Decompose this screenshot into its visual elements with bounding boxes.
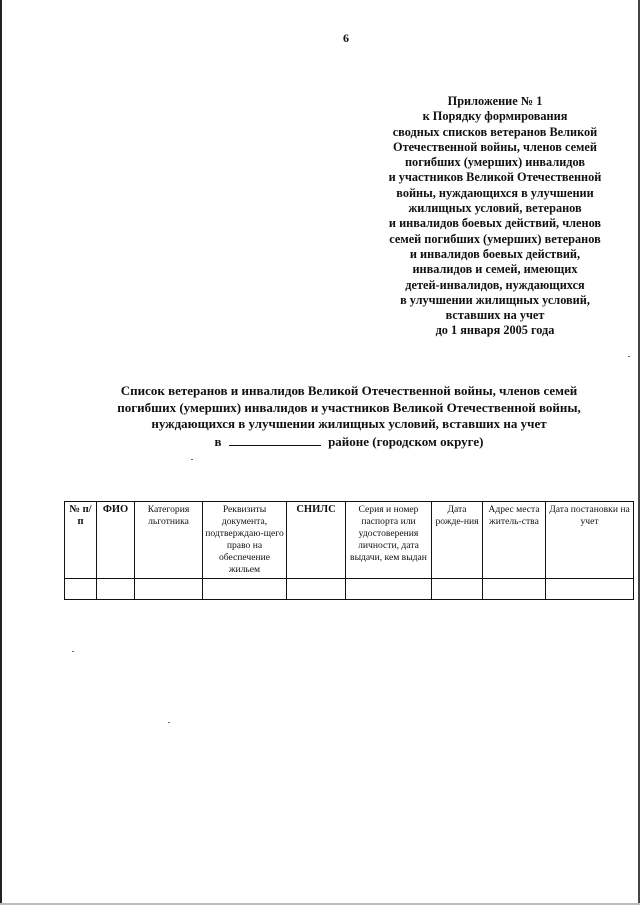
appendix-line: к Порядку формирования [422, 109, 568, 124]
list-title-line: Список ветеранов и инвалидов Великой Отечественной войны, членов семей [120, 383, 578, 398]
appendix-line: до 1 января 2005 года [435, 323, 555, 338]
page-number: 6 [343, 31, 349, 45]
scan-speck [191, 459, 193, 460]
table-header-row [65, 502, 634, 579]
district-line [94, 433, 604, 451]
table-cell [97, 579, 135, 600]
table-cell [203, 579, 287, 600]
list-title-line: погибших (умерших) инвалидов и участников Великой Отечественной войны, [117, 399, 581, 415]
table-cell [287, 579, 346, 600]
table-row [65, 579, 634, 600]
appendix-line: Отечественной войны, членов семей [393, 139, 597, 154]
appendix-line: Приложение № 1 [447, 94, 543, 108]
district-prefix: в [214, 433, 222, 449]
appendix-heading [350, 94, 640, 339]
district-blank-field [229, 433, 321, 446]
column-header-passport: Серия и номер паспорта или удостоверения личности, дата выдачи, кем выдан [346, 502, 432, 579]
column-header-number: № п/п [65, 502, 97, 579]
table-cell [135, 579, 203, 600]
appendix-line: и участников Великой Отечественной [388, 170, 602, 185]
table-cell [346, 579, 432, 600]
records-table [64, 501, 634, 600]
appendix-line: и инвалидов боевых действий, членов [388, 216, 602, 231]
table-cell [432, 579, 483, 600]
district-suffix: районе (городском округе) [328, 433, 484, 449]
scan-speck [72, 651, 74, 652]
table-cell [546, 579, 634, 600]
appendix-line: вставших на учет [445, 308, 545, 323]
list-title [94, 383, 604, 450]
scan-edge-left [0, 0, 2, 905]
appendix-line: погибших (умерших) инвалидов [404, 155, 586, 170]
column-header-registration-date: Дата постановки на учет [546, 502, 634, 579]
appendix-line: детей-инвалидов, нуждающихся [405, 277, 585, 292]
appendix-line: в улучшении жилищных условий, [400, 292, 590, 307]
column-header-category: Категория льготника [135, 502, 203, 579]
column-header-snils: СНИЛС [287, 502, 346, 579]
appendix-line: жилищных условий, ветеранов [408, 201, 582, 216]
column-header-address: Адрес места житель-ства [483, 502, 546, 579]
list-title-line: нуждающихся в улучшении жилищных условий, вставших на учет [151, 416, 547, 431]
column-header-birth-date: Дата рожде-ния [432, 502, 483, 579]
appendix-line: и инвалидов боевых действий, [409, 246, 581, 261]
table-cell [65, 579, 97, 600]
scan-speck [168, 722, 170, 723]
appendix-line: войны, нуждающихся в улучшении [396, 185, 594, 200]
scan-speck [628, 356, 630, 357]
table-cell [483, 579, 546, 600]
column-header-document: Реквизиты документа, подтверждаю-щего право на обеспечение жильем [203, 502, 287, 579]
appendix-line: семей погибших (умерших) ветеранов [389, 231, 601, 246]
column-header-name: ФИО [97, 502, 135, 579]
appendix-line: инвалидов и семей, имеющих [412, 262, 578, 277]
appendix-line: сводных списков ветеранов Великой [392, 124, 598, 139]
